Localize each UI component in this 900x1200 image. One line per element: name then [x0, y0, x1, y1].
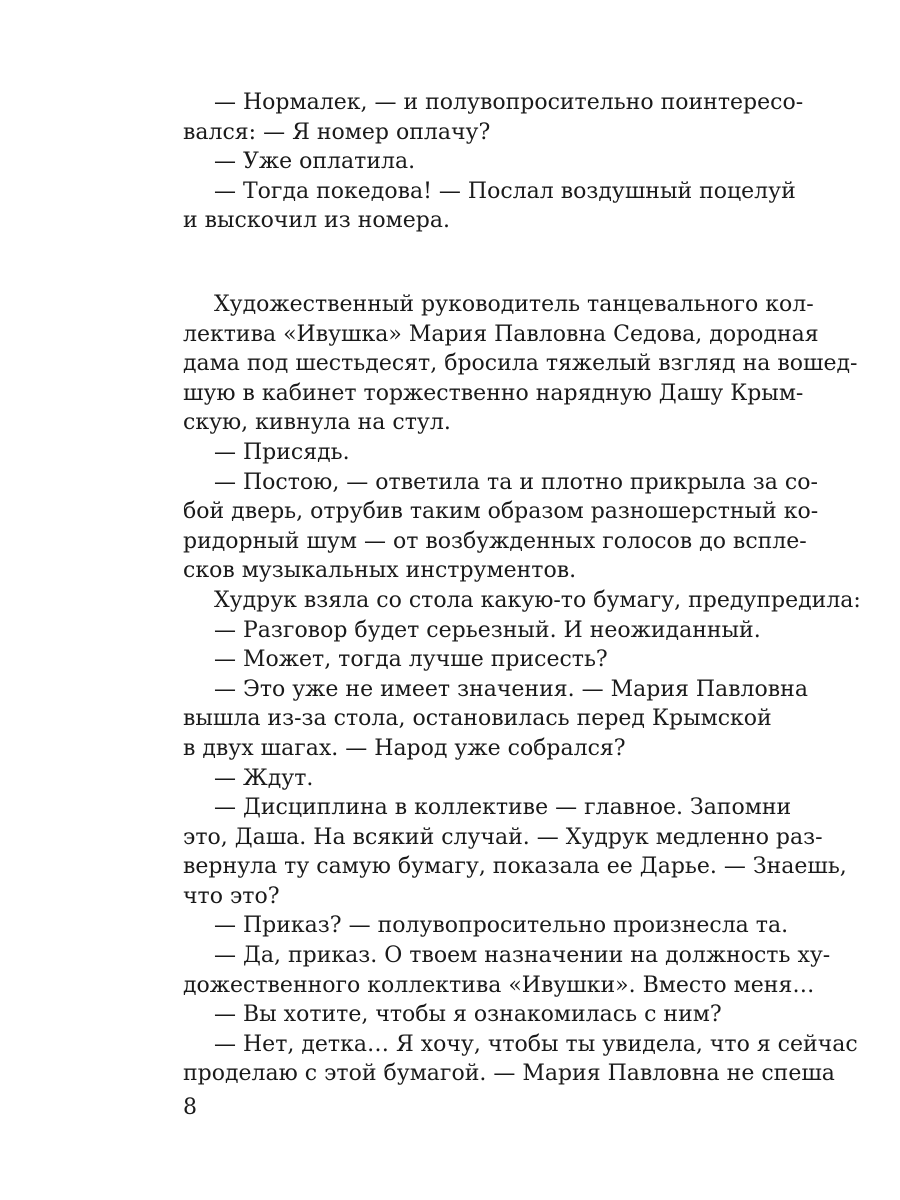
text-line: — Может, тогда лучше присесть?	[214, 647, 608, 673]
text-line: — Ждут.	[214, 765, 314, 791]
text-line: это, Даша. На всякий случай. — Худрук медленно раз-	[183, 824, 823, 850]
text-line: — Да, приказ. О твоем назначении на должность ху-	[214, 943, 831, 969]
text-line: и выскочил из номера.	[183, 208, 450, 234]
text-line: вернула ту самую бумагу, показала ее Дарье. — Знаешь,	[183, 854, 847, 880]
page-number: 8	[183, 1095, 197, 1120]
text-line: Худрук взяла со стола какую-то бумагу, предупредила:	[214, 587, 861, 613]
text-line: ридорный шум — от возбужденных голосов до вспле-	[183, 528, 807, 554]
text-line: — Нормалек, — и полувопросительно поинтересо-	[214, 90, 804, 115]
text-line: — Дисциплина в коллективе — главное. Запомни	[214, 795, 792, 821]
text-line: проделаю с этой бумагой. — Мария Павловна не спеша	[183, 1061, 835, 1087]
text-line: дожественного коллектива «Ивушки». Вместо меня…	[183, 972, 815, 998]
text-line: — Приказ? — полувопросительно произнесла та.	[214, 913, 789, 939]
text-line: — Присядь.	[214, 439, 350, 465]
text-line: — Уже оплатила.	[214, 149, 416, 175]
text-line: Художественный руководитель танцевального кол-	[214, 292, 814, 317]
text-line: — Постою, — ответила та и плотно прикрыла за со-	[214, 469, 818, 495]
text-line: бой дверь, отрубив таким образом разношерстный ко-	[183, 499, 819, 525]
text-block-main	[183, 290, 861, 1089]
text-line: лектива «Ивушка» Мария Павловна Седова, дородная	[183, 321, 819, 347]
text-line: — Вы хотите, чтобы я ознакомилась с ним?	[214, 1002, 722, 1028]
text-line: — Разговор будет серьезный. И неожиданный.	[214, 617, 761, 643]
text-line: шую в кабинет торжественно нарядную Дашу Крым-	[183, 380, 804, 406]
text-line: дама под шестьдесят, бросила тяжелый взгляд на вошед-	[183, 351, 858, 377]
text-line: — Это уже не имеет значения. — Мария Павловна	[214, 676, 808, 702]
text-line: сков музыкальных инструментов.	[183, 558, 577, 584]
text-line: в двух шагах. — Народ уже собрался?	[183, 735, 626, 761]
text-line: вался: — Я номер оплачу?	[183, 119, 491, 145]
text-line: вышла из-за стола, остановилась перед Крымской	[183, 706, 772, 732]
text-line: что это?	[183, 883, 280, 909]
text-line: — Тогда покедова! — Послал воздушный поцелуй	[214, 178, 796, 204]
text-line: — Нет, детка… Я хочу, чтобы ты увидела, что я сейчас	[214, 1031, 858, 1057]
text-line: скую, кивнула на стул.	[183, 410, 451, 436]
text-block-top	[183, 88, 804, 236]
